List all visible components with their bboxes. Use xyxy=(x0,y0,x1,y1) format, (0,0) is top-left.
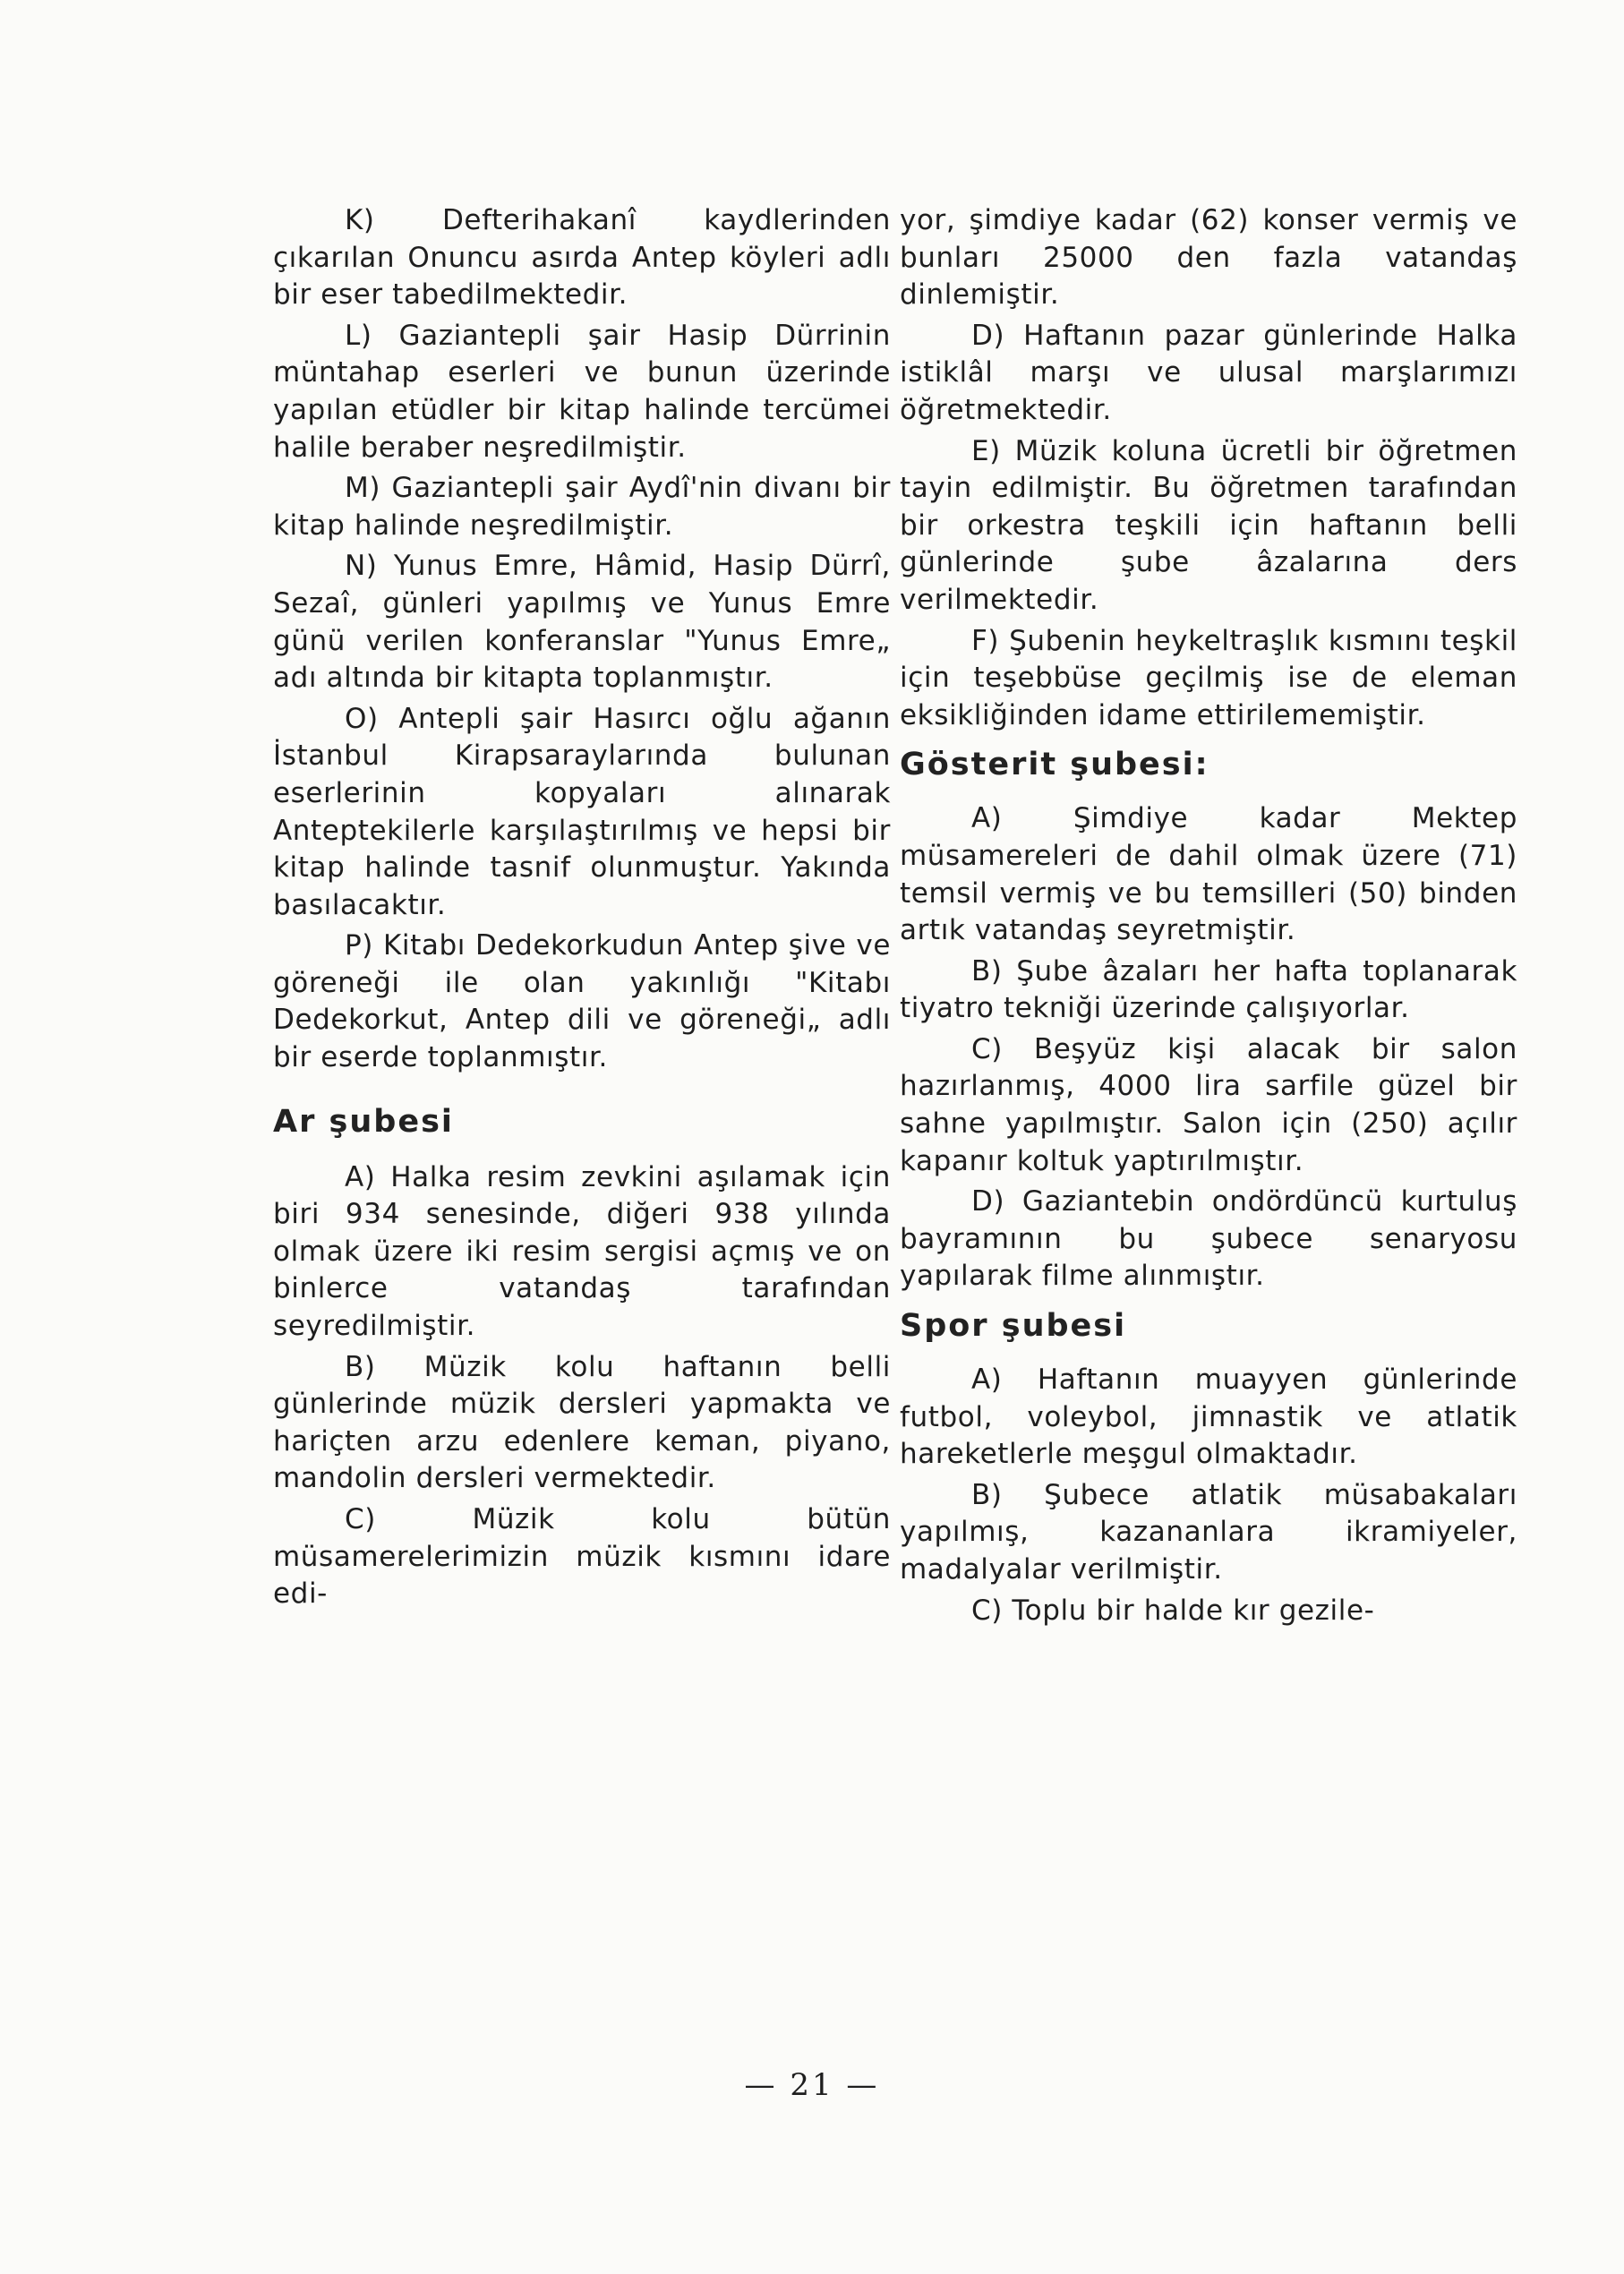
paragraph-ar-f: F) Şubenin heykeltraşlık kısmını teşkil için teşebbüse geçilmiş ise de eleman eksikliğinden idame ettirilememiştir. xyxy=(900,624,1517,731)
section-heading-gosterit: Gösterit şubesi: xyxy=(900,747,1209,783)
paragraph-o: O) Antepli şair Hasırcı oğlu ağanın İstanbul Kirapsaraylarında bulunan eserlerinin kopyaları alınarak Anteptekilerle karşılaştırılmış ve hepsi bir kitap halinde tasnif olunmuştur. Yakında basılacaktır. xyxy=(273,702,891,921)
paragraph-m: M) Gaziantepli şair Aydî'nin divanı bir kitap halinde neşredilmiştir. xyxy=(273,472,891,542)
paragraph-ar-e: E) Müzik koluna ücretli bir öğretmen tayin edilmiştir. Bu öğretmen tarafından bir orkestra teşkili için haftanın belli günlerinde şube âzalarına ders verilmektedir. xyxy=(900,434,1517,616)
paragraph-spor-a: A) Haftanın muayyen günlerinde futbol, voleybol, jimnastik ve atlatik hareketlerle meşgul olmaktadır. xyxy=(900,1364,1517,1471)
paragraph-spor-c: C) Toplu bir halde kır gezile- xyxy=(971,1594,1375,1627)
section-heading-spor: Spor şubesi xyxy=(900,1308,1127,1345)
paragraph-spor-b: B) Şubece atlatik müsabakaları yapılmış, kazananlara ikramiyeler, madalyalar verilmiştir. xyxy=(900,1478,1517,1586)
section-heading-ar: Ar şubesi xyxy=(273,1103,454,1140)
paragraph-k: K) Defterihakanî kaydlerinden çıkarılan Onuncu asırda Antep köyleri adlı bir eser tabedilmektedir. xyxy=(273,204,891,312)
paragraph-p: P) Kitabı Dedekorkudun Antep şive ve göreneği ile olan yakınlığı "Kitabı Dedekorkut, Antep dili ve göreneği„ adlı bir eserde toplanmıştır. xyxy=(273,929,891,1074)
left-column xyxy=(273,202,891,1617)
paragraph-gosterit-a: A) Şimdiye kadar Mektep müsamereleri de dahil olmak üzere (71) temsil vermiş ve bu temsilleri (50) binden artık vatandaş seyretmiştir. xyxy=(900,802,1517,947)
paragraph-ar-c: C) Müzik kolu bütün müsamerelerimizin müzik kısmını idare edi- xyxy=(273,1503,891,1611)
paragraph-continued: yor, şimdiye kadar (62) konser vermiş ve bunları 25000 den fazla vatandaş dinlemiştir. xyxy=(900,204,1517,312)
paragraph-gosterit-b: B) Şube âzaları her hafta toplanarak tiyatro tekniği üzerinde çalışıyorlar. xyxy=(900,954,1517,1025)
paragraph-l: L) Gaziantepli şair Hasip Dürrinin müntahap eserleri ve bunun üzerinde yapılan etüdler bir kitap halinde tercümei halile beraber neşredilmiştir. xyxy=(273,319,891,464)
paragraph-ar-b: B) Müzik kolu haftanın belli günlerinde müzik dersleri yapmakta ve hariçten arzu edenlere keman, piyano, mandolin dersleri vermektedir. xyxy=(273,1350,891,1495)
paragraph-gosterit-c: C) Beşyüz kişi alacak bir salon hazırlanmış, 4000 lira sarfile güzel bir sahne yapılmıştır. Salon için (250) açılır kapanır koltuk yaptırılmıştır. xyxy=(900,1032,1517,1177)
page-number: — 21 — xyxy=(744,2067,880,2103)
paragraph-gosterit-d: D) Gaziantebin ondördüncü kurtuluş bayramının bu şubece senaryosu yapılarak filme alınmıştır. xyxy=(900,1185,1517,1293)
right-column xyxy=(900,202,1517,1633)
paragraph-ar-a: A) Halka resim zevkini aşılamak için biri 934 senesinde, diğeri 938 yılında olmak üzere iki resim sergisi açmış ve on binlerce vatandaş tarafından seyredilmiştir. xyxy=(273,1160,891,1343)
paragraph-ar-d: D) Haftanın pazar günlerinde Halka istiklâl marşı ve ulusal marşlarımızı öğretmektedir. xyxy=(900,319,1517,426)
paragraph-n: N) Yunus Emre, Hâmid, Hasip Dürrî, Sezaî, günleri yapılmış ve Yunus Emre günü verilen konferanslar "Yunus Emre„ adı altında bir kitapta toplanmıştır. xyxy=(273,550,891,695)
